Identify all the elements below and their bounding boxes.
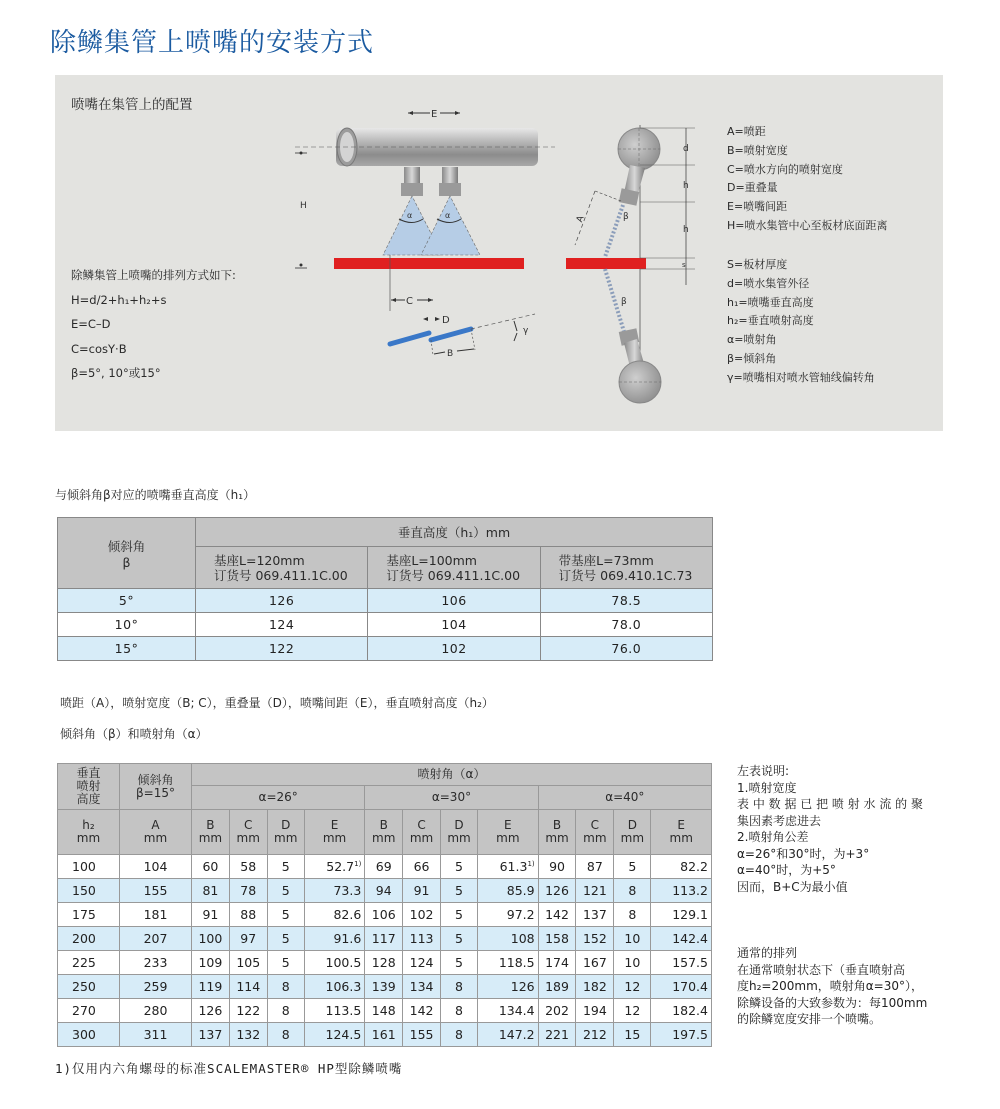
sub-header-l100: 基座L=100mm 订货号 069.411.1C.00: [368, 547, 540, 589]
formula-beta: β=5°, 10°或15°: [71, 366, 161, 380]
table-spray-parameters: [57, 763, 712, 1047]
svg-text:α: α: [445, 211, 451, 220]
unit-c: C mm: [403, 810, 441, 855]
unit-d: D mm: [440, 810, 477, 855]
svg-text:H: H: [300, 201, 307, 211]
unit-b: B mm: [538, 810, 576, 855]
footnote: 1)仅用内六角螺母的标准SCALEMASTER® HP型除鳞喷嘴: [55, 1061, 403, 1076]
legend-item: d=喷水集管外径: [727, 276, 810, 290]
formula-intro: 除鳞集管上喷嘴的排列方式如下:: [71, 268, 236, 282]
svg-text:β: β: [621, 297, 627, 307]
footnote-marker: 1): [527, 859, 535, 868]
svg-text:h: h: [683, 181, 689, 191]
page-title: 除鳞集管上喷嘴的安装方式: [50, 28, 375, 58]
unit-c: C mm: [576, 810, 614, 855]
table-row: 175 181 91 88 5 82.6 106 102 5 97.2 142 137 8 129.1: [58, 903, 712, 927]
group-header-height: 垂直高度（h₁）mm: [196, 518, 713, 547]
side-view-diagram: [566, 125, 695, 403]
unit-d: D mm: [614, 810, 651, 855]
svg-text:A: A: [575, 214, 587, 224]
group-header-alpha: 喷射角（α）: [192, 764, 712, 786]
legend-item: γ=喷嘴相对喷水管轴线偏转角: [727, 370, 875, 384]
alpha-30-header: α=30°: [365, 786, 538, 810]
unit-e: E mm: [304, 810, 365, 855]
table-row: 150 155 81 78 5 73.3 94 91 5 85.9 126 121 8 113.2: [58, 879, 712, 903]
e-dimension: [408, 109, 460, 120]
svg-text:α: α: [407, 211, 413, 220]
steel-plate: [334, 258, 524, 269]
svg-text:C: C: [406, 296, 413, 307]
unit-b: B mm: [365, 810, 403, 855]
diagram-panel: [55, 75, 943, 431]
formula-list: [71, 263, 236, 386]
table-nozzle-height: [57, 517, 713, 661]
legend-top: [727, 123, 888, 236]
panel-heading: 喷嘴在集管上的配置: [71, 97, 193, 113]
table-row: 225 233 109 105 5 100.5 128 124 5 118.5 174 167 10 157.5: [58, 951, 712, 975]
svg-text:d: d: [683, 144, 689, 154]
unit-e: E mm: [651, 810, 712, 855]
alpha-26-header: α=26°: [192, 786, 365, 810]
table-row: 5° 126 106 78.5: [58, 589, 713, 613]
legend-item: D=重叠量: [727, 181, 778, 195]
legend-item: H=喷水集管中心至板材底面距离: [727, 218, 888, 232]
col-header-beta: 倾斜角 β: [58, 518, 196, 589]
table-row: 15° 122 102 76.0: [58, 637, 713, 661]
svg-text:β: β: [623, 212, 629, 222]
formula-c: C=cosY·B: [71, 341, 127, 356]
table-notes: 左表说明: 1.喷射宽度 表 中 数 据 已 把 喷 射 水 流 的 聚 集因素考虑进去 2.喷射角公差 α=26°和30°时，为+3° α=40°时，为+5° 因而，B+C为最小值: [737, 764, 923, 894]
sub-header-l73: 带基座L=73mm 订货号 069.410.1C.73: [540, 547, 712, 589]
footnote-marker: 1): [354, 859, 362, 868]
formula-h: H=d/2+h₁+h₂+s: [71, 292, 167, 307]
svg-text:B: B: [447, 349, 454, 359]
unit-b: B mm: [192, 810, 230, 855]
unit-c: C mm: [229, 810, 267, 855]
alpha-40-header: α=40°: [538, 786, 711, 810]
table-row: 200 207 100 97 5 91.6 117 113 5 108 158 152 10 142.4: [58, 927, 712, 951]
table-row: 250 259 119 114 8 106.3 139 134 8 126 189 182 12 170.4: [58, 975, 712, 999]
table-row: 270 280 126 122 8 113.5 148 142 8 134.4 202 194 12 182.4: [58, 999, 712, 1023]
table-row: 300 311 137 132 8 124.5 161 155 8 147.2 221 212 15 197.5: [58, 1023, 712, 1047]
col-header-a: 倾斜角 β=15°: [120, 764, 192, 810]
table-row: 100 104 60 58 5 52.7$^{1)}$ 69 66 5 61.3$^{1)}$ 90 87 5 82.2: [58, 855, 712, 879]
legend-item: C=喷水方向的喷射宽度: [727, 162, 843, 176]
legend-item: α=喷射角: [727, 333, 777, 347]
legend-bottom: [727, 256, 875, 388]
unit-d: D mm: [267, 810, 304, 855]
svg-text:E: E: [431, 109, 438, 120]
table2-caption-line2: 倾斜角（β）和喷射角（α）: [60, 727, 208, 741]
unit-a: A mm: [120, 810, 192, 855]
legend-item: S=板材厚度: [727, 258, 788, 271]
svg-text:h: h: [683, 225, 689, 235]
formula-e: E=C–D: [71, 317, 111, 331]
legend-item: h₂=垂直喷射高度: [727, 314, 814, 328]
legend-item: A=喷距: [727, 125, 766, 138]
svg-text:γ: γ: [523, 326, 529, 336]
svg-text:D: D: [442, 315, 450, 326]
svg-text:s: s: [682, 261, 686, 269]
typical-arrangement-note: 通常的排列 在通常喷射状态下（垂直喷射高 度h₂=200mm，喷射角α=30°）， 除鳞设备的大致参数为：每100mm 的除鳞宽度安排一个喷嘴。: [737, 946, 928, 1026]
col-header-h2: 垂直 喷射 高度: [58, 764, 120, 810]
unit-h2: h₂ mm: [58, 810, 120, 855]
table1-caption: 与倾斜角β对应的喷嘴垂直高度（h₁）: [55, 488, 256, 502]
unit-e: E mm: [478, 810, 539, 855]
legend-item: β=倾斜角: [727, 351, 777, 365]
legend-item: h₁=喷嘴垂直高度: [727, 295, 814, 309]
legend-item: E=喷嘴间距: [727, 200, 788, 214]
table2-caption-line1: 喷距（A），喷射宽度（B; C），重叠量（D），喷嘴间距（E），垂直喷射高度（h₂）: [60, 696, 494, 710]
sub-header-l120: 基座L=120mm 订货号 069.411.1C.00: [196, 547, 368, 589]
table-row: 10° 124 104 78.0: [58, 613, 713, 637]
legend-item: B=喷射宽度: [727, 143, 788, 157]
